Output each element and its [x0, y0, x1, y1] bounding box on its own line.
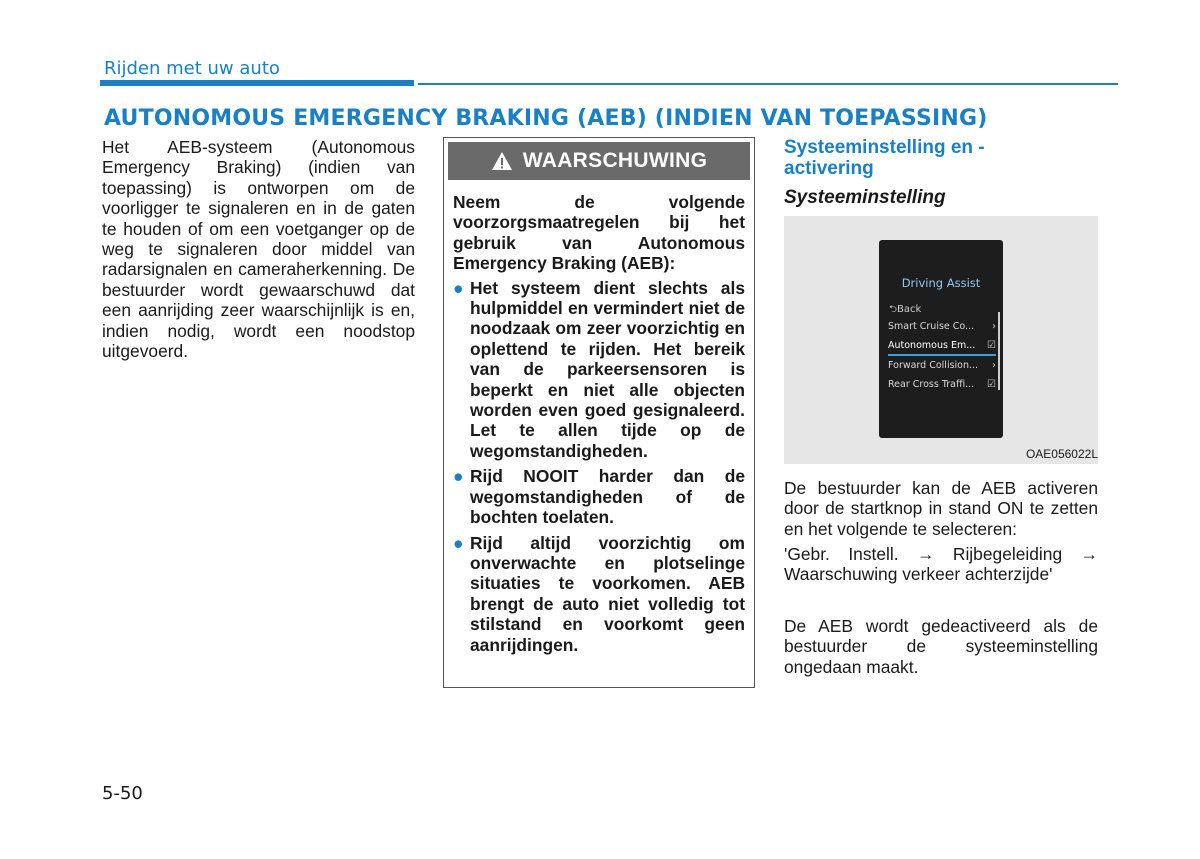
screen-title: Driving Assist [901, 276, 981, 290]
settings-menu-path: 'Gebr. Instell. → Rijbegeleiding → Waarschuwing verkeer achterzijde' [784, 544, 1098, 585]
warning-item-text: Rijd altijd voorzichtig om onverwachte en plotselinge situaties te voorkomen. AEB brengt de auto niet volledig tot stilstand en voorkomt geen aanrijdingen. [470, 532, 745, 655]
figure-caption: OAE056022L [1025, 447, 1098, 461]
warning-title: WAARSCHUWING [522, 149, 708, 172]
header-rule-thick [100, 80, 414, 86]
bullet-icon: ● [453, 466, 464, 487]
menu-item-autonomous-emergency [888, 337, 996, 356]
header-rule-thin [418, 83, 1118, 85]
section-title: AUTONOMOUS EMERGENCY BRAKING (AEB) (INDIEN VAN TOEPASSING) [104, 106, 988, 131]
back-arrow-icon: ⮌ [889, 304, 898, 315]
warning-box [443, 137, 755, 688]
settings-paragraph-2: De AEB wordt gedeactiveerd als de bestuurder de systeeminstelling ongedaan maakt. [784, 616, 1098, 677]
menu-item-label: Forward Collision... [888, 360, 979, 371]
checkbox-checked-icon: ☑ [987, 340, 996, 351]
chapter-header: Rijden met uw auto [104, 58, 280, 79]
menu-item-forward-collision [888, 357, 996, 374]
menu-item-smart-cruise [888, 318, 996, 335]
bullet-icon: ● [453, 532, 464, 553]
chevron-right-icon: › [992, 321, 996, 332]
settings-subheading: Systeeminstelling [784, 187, 946, 208]
menu-item-label: Rear Cross Traffi... [888, 379, 975, 390]
back-label: Back [897, 304, 922, 315]
warning-item [453, 466, 745, 527]
warning-body [444, 180, 754, 655]
cluster-screen [879, 240, 1003, 438]
warning-triangle-icon [491, 151, 513, 171]
bullet-icon: ● [453, 277, 464, 298]
warning-list [453, 278, 745, 655]
warning-intro: Neem de volgende voorzorgsmaatregelen bij het gebruik van Autonomous Emergency Braking (AEB): [453, 192, 745, 274]
menu-item-rear-cross-traffic [888, 376, 996, 393]
warning-item [453, 533, 745, 655]
menu-item-label: Smart Cruise Co... [888, 321, 975, 332]
chevron-right-icon: › [992, 360, 996, 371]
screen-back [889, 302, 921, 319]
intro-paragraph: Het AEB-systeem (Autonomous Emergency Braking) (indien van toepassing) is ontworpen om de voorligger te signaleren en in de gaten te houden of om een voetganger op de weg te signaleren door middel van radarsignalen en cameraherkenning. De bestuurder wordt gewaarschuwd dat een aanrijding zeer waarschijnlijk is en, indien nodig, wordt een noodstop uitgevoerd. [102, 137, 415, 362]
warning-header [448, 142, 750, 180]
settings-heading: Systeeminstelling en - activering [784, 137, 985, 179]
page-number: 5-50 [102, 783, 143, 804]
warning-item-text: Rijd NOOIT harder dan de wegomstandigheden of de bochten toelaten. [470, 466, 745, 528]
settings-paragraph-1: De bestuurder kan de AEB activeren door de startknop in stand ON te zetten en het volgende te selecteren: [784, 478, 1098, 539]
warning-item-text: Het systeem dient slechts als hulpmiddel en vermindert niet de noodzaak om zeer voorzichtig en oplettend te rijden. Het bereik van de parkeersensoren is beperkt en niet alle objecten worden even goed gesignaleerd. Let te allen tijde op de wegomstandigheden. [470, 277, 745, 461]
menu-item-label: Autonomous Em... [888, 340, 976, 351]
checkbox-checked-icon: ☑ [987, 379, 996, 390]
screen-scrollbar [998, 312, 1000, 390]
warning-item [453, 278, 745, 462]
